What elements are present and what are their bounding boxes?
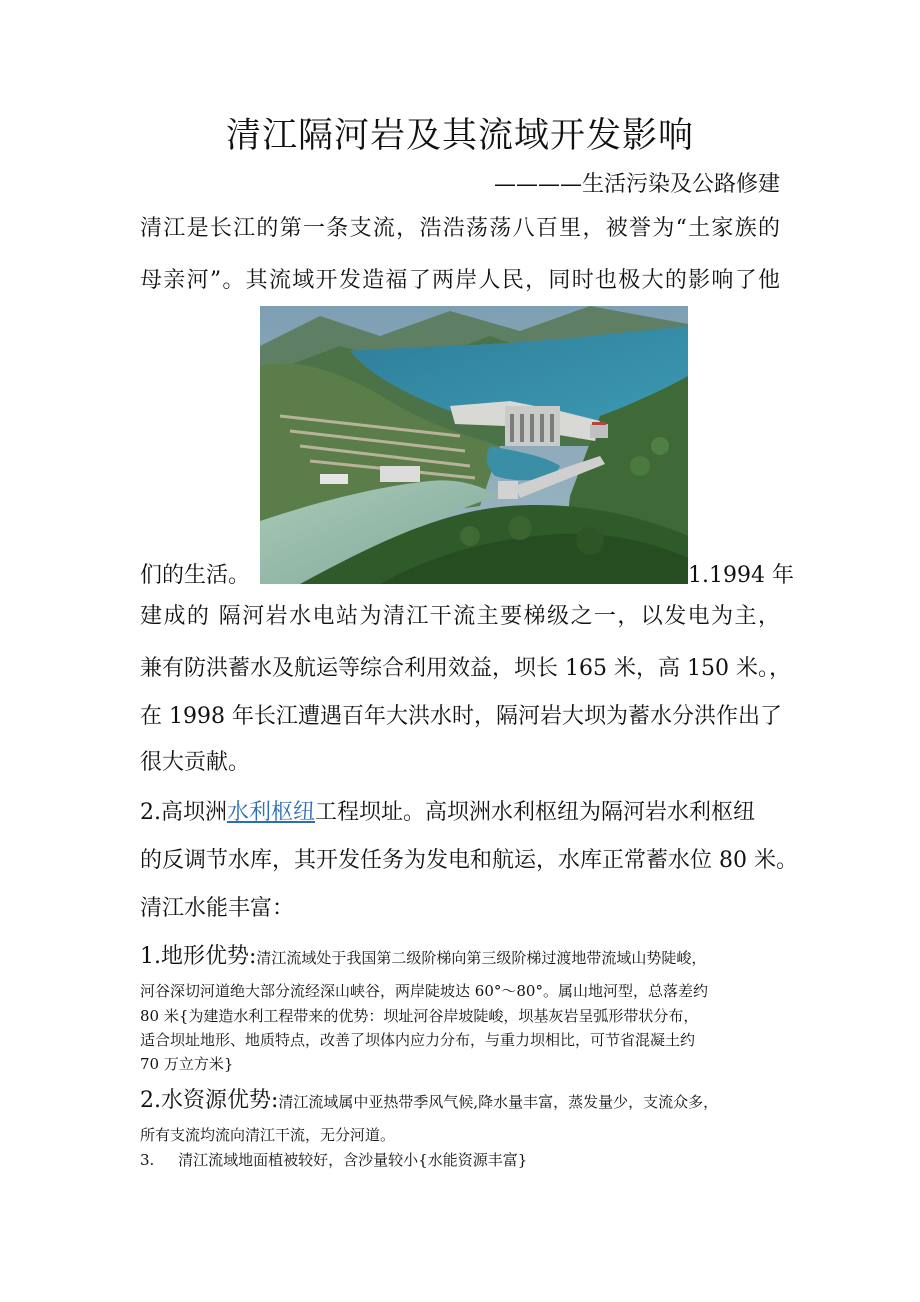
terrain-line-2: 河谷深切河道绝大部分流经深山峡谷，两岸陡坡达 60°～80°。属山地河型，总落差约	[140, 982, 708, 1000]
para2-line-1	[140, 798, 780, 828]
para2-line-2: 的反调节水库，其开发任务为发电和航运，水库正常蓄水位 80 米。	[140, 848, 798, 873]
para1-line-3: 在 1998 年长江遭遇百年大洪水时，隔河岩大坝为蓄水分洪作出了	[140, 704, 782, 729]
intro-line-3-end: 1.1994 年	[688, 563, 794, 588]
para1-line-2: 兼有防洪蓄水及航运等综合利用效益，坝长 165 米，高 150 米。，	[140, 656, 791, 681]
page-subtitle: ————生活污染及公路修建	[493, 172, 780, 197]
intro-line-1: 清江是长江的第一条支流，浩浩荡荡八百里，被誉为“土家族的	[140, 216, 780, 241]
para2-line-3: 清江水能丰富：	[140, 896, 295, 921]
terrain-text-1: 清江流域处于我国第二级阶梯向第三级阶梯过渡地带流域山势陡峻，	[256, 949, 707, 967]
water-line-2: 所有支流均流向清江干流，无分河道。	[140, 1126, 396, 1144]
terrain-line-3: 80 米{为建造水利工程带来的优势：坝址河谷岸坡陡峻，坝基灰岩呈弧形带状分布，	[140, 1007, 699, 1025]
para1-line-1: 建成的 隔河岩水电站为清江干流主要梯级之一，以发电为主，	[140, 604, 780, 629]
intro-line-2: 母亲河”。其流域开发造福了两岸人民，同时也极大的影响了他	[140, 268, 780, 293]
water-conservancy-link[interactable]: 水利枢纽	[227, 800, 316, 825]
water-heading: 2.水资源优势:	[140, 1088, 279, 1113]
terrain-line-1	[140, 944, 780, 971]
item-3: 3. 清江流域地面植被较好，含沙量较小{水能资源丰富}	[140, 1151, 528, 1169]
water-line-1	[140, 1088, 780, 1115]
para2-suffix: 工程坝址。高坝洲水利枢纽为隔河岩水利枢纽	[315, 800, 756, 825]
para1-line-4: 很大贡献。	[140, 750, 251, 775]
terrain-heading: 1.地形优势:	[140, 944, 257, 969]
intro-line-3-start: 们的生活。	[140, 563, 251, 588]
terrain-line-5: 70 万立方米}	[140, 1055, 234, 1073]
dam-photo	[260, 306, 688, 584]
terrain-line-4: 适合坝址地形、地质特点，改善了坝体内应力分布，与重力坝相比，可节省混凝土约	[140, 1031, 696, 1049]
page-title: 清江隔河岩及其流域开发影响	[225, 116, 694, 156]
dam-photo-icon	[260, 306, 688, 584]
para2-prefix: 2.高坝洲	[140, 800, 227, 825]
water-text-1: 清江流域属中亚热带季风气候,降水量丰富，蒸发量少，支流众多，	[278, 1093, 719, 1111]
